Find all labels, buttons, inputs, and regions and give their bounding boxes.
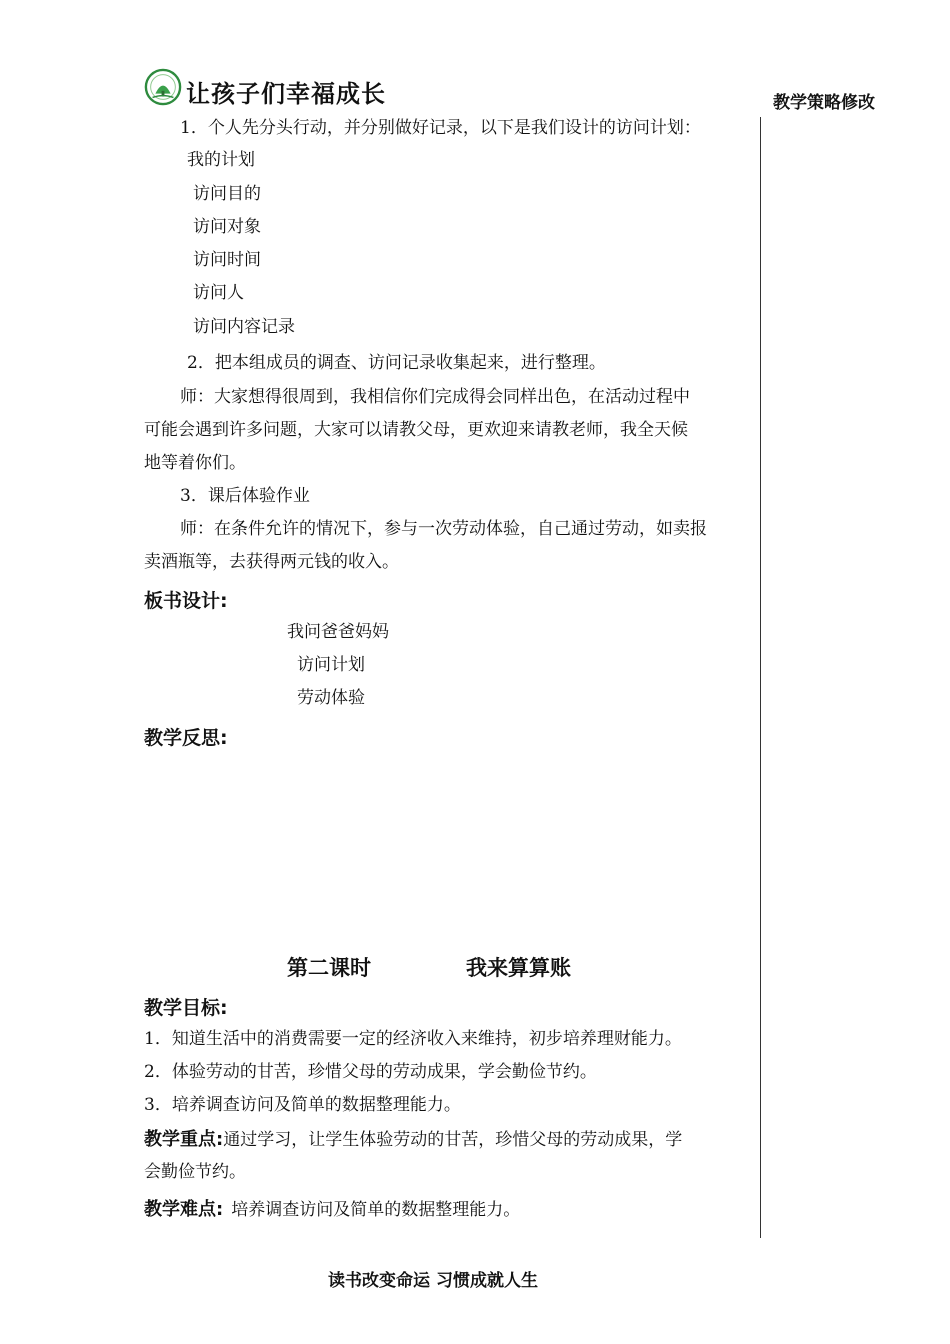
teacher-remark-1-line: 地等着你们。 [144,453,246,473]
teacher-remark-1-line: 可能会遇到许多问题，大家可以请教父母，更欢迎来请教老师，我全天候 [144,420,688,440]
side-column-label: 教学策略修改 [773,93,875,113]
goals-heading: 教学目标: [144,997,228,1019]
reflection-heading: 教学反思: [144,727,228,749]
plan-item: 访问内容记录 [193,317,295,337]
difficulty-point [144,1193,520,1227]
plan-item: 访问时间 [193,250,261,270]
difficulty-label: 教学难点: [144,1199,224,1220]
brand-slogan: 让孩子们幸福成长 [186,79,386,108]
column-divider [760,117,761,1238]
plan-item: 访问人 [193,283,244,303]
key-point [144,1123,682,1157]
lesson2-title-left: 第二课时 [287,956,371,980]
teacher-remark-1-line: 师：大家想得很周到，我相信你们完成得会同样出色，在活动过程中 [180,387,690,407]
teacher-remark-2-line: 师：在条件允许的情况下，参与一次劳动体验，自己通过劳动，如卖报 [180,519,707,539]
step-2: 2．把本组成员的调查、访问记录收集起来，进行整理。 [187,353,606,373]
plan-item: 访问对象 [193,217,261,237]
difficulty-text: 培养调查访问及简单的数据整理能力。 [231,1200,521,1220]
teacher-remark-2-line: 卖酒瓶等，去获得两元钱的收入。 [144,552,399,572]
footer-motto: 读书改变命运 习惯成就人生 [328,1271,538,1291]
key-point-text-cont: 会勤俭节约。 [144,1162,246,1182]
school-logo [144,68,182,106]
lesson2-title-right: 我来算算账 [466,956,571,980]
key-point-label: 教学重点: [144,1129,224,1150]
step-1: 1．个人先分头行动，并分别做好记录，以下是我们设计的访问计划： [180,118,701,138]
board-line: 访问计划 [297,655,365,675]
goal-item: 3．培养调查访问及简单的数据整理能力。 [144,1095,461,1115]
board-design-heading: 板书设计: [144,590,228,612]
plan-title: 我的计划 [187,150,255,170]
step-3: 3．课后体验作业 [180,486,310,506]
board-line: 我问爸爸妈妈 [287,622,389,642]
plan-item: 访问目的 [193,184,261,204]
goal-item: 2．体验劳动的甘苦，珍惜父母的劳动成果，学会勤俭节约。 [144,1062,597,1082]
key-point-text: 通过学习，让学生体验劳动的甘苦，珍惜父母的劳动成果，学 [223,1130,683,1150]
board-line: 劳动体验 [297,688,365,708]
goal-item: 1．知道生活中的消费需要一定的经济收入来维持，初步培养理财能力。 [144,1029,682,1049]
